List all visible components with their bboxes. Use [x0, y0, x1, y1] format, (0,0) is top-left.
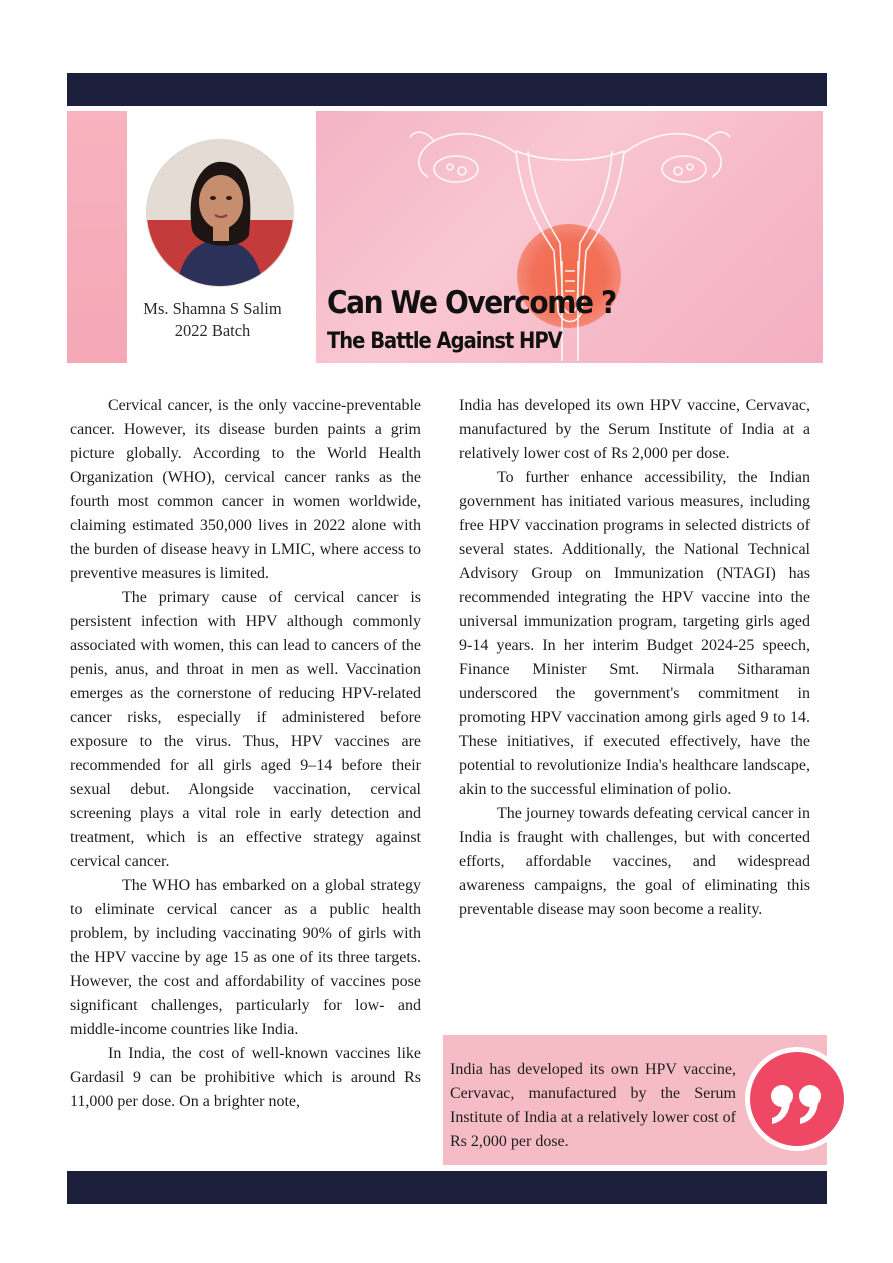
paragraph: In India, the cost of well-known vaccines like Gardasil 9 can be prohibitive which is around Rs 11,000 per dose. On a brighter note,: [70, 1045, 421, 1110]
paragraph: The journey towards defeating cervical cancer in India is fraught with challenges, but with concerted efforts, affordable vaccines, and widespread awareness campaigns, the goal of eliminating this preventable disease may soon become a reality.: [459, 805, 810, 918]
pink-side-panel: [67, 111, 127, 363]
left-column: [70, 394, 421, 1114]
paragraph: Cervical cancer, is the only vaccine-preventable cancer. However, its disease burden paints a grim picture globally. According to the World Health Organization (WHO), cervical cancer ranks as the fourth most common cancer in women worldwide, claiming estimated 350,000 lives in 2022 alone with the burden of disease heavy in LMIC, where access to preventive measures is limited.: [70, 397, 421, 582]
footer-bar: [67, 1171, 827, 1204]
uterus-illustration-icon: [316, 111, 823, 363]
right-column: [459, 394, 810, 922]
paragraph: India has developed its own HPV vaccine, Cervavac, manufactured by the Serum Institute of India at a relatively lower cost of Rs 2,000 per dose.: [459, 397, 810, 462]
pullquote-text: India has developed its own HPV vaccine, Cervavac, manufactured by the Serum Institute of India at a relatively lower cost of Rs 2,000 per dose.: [450, 1061, 736, 1150]
author-batch: 2022 Batch: [174, 321, 251, 340]
paragraph: To further enhance accessibility, the Indian government has initiated various measures, including free HPV vaccination programs in selected districts of several states. Additionally, the National Technical Advisory Group on Immunization (NTAGI) has recommended integrating the HPV vaccine into the universal immunization program, targeting girls aged 9-14 years. In her interim Budget 2024-25 speech, Finance Minister Smt. Nirmala Sitharaman underscored the government's commitment in promoting HPV vaccination among girls aged 9 to 14. These initiatives, if executed effectively, have the potential to revolutionize India's healthcare landscape, akin to the successful elimination of polio.: [459, 469, 810, 798]
paragraph: The WHO has embarked on a global strategy to eliminate cervical cancer as a public health problem, by including vaccinating 90% of girls with the HPV vaccine by age 15 as one of its three targets. However, the cost and affordability of vaccines pose significant challenges, particularly for low- and middle-income countries like India.: [70, 877, 421, 1038]
author-name: Ms. Shamna S Salim: [143, 299, 282, 318]
author-avatar: [147, 140, 293, 286]
paragraph: The primary cause of cervical cancer is persistent infection with HPV although commonly associated with women, this can lead to cancers of the penis, anus, and throat in men as well. Vaccination emerges as the cornerstone of reducing HPV-related cancer risks, especially if administered before exposure to the virus. Thus, HPV vaccines are recommended for all girls aged 9–14 before their sexual debut. Alongside vaccination, cervical screening plays a vital role in early detection and treatment, which is an effective strategy against cervical cancer.: [70, 589, 421, 870]
article-subtitle: The Battle Against HPV: [327, 328, 562, 354]
author-byline: [130, 298, 295, 342]
quote-marks-icon: [745, 1047, 849, 1151]
header-bar: [67, 73, 827, 106]
hero-banner: [316, 111, 823, 363]
article-title: Can We Overcome ?: [327, 284, 616, 321]
